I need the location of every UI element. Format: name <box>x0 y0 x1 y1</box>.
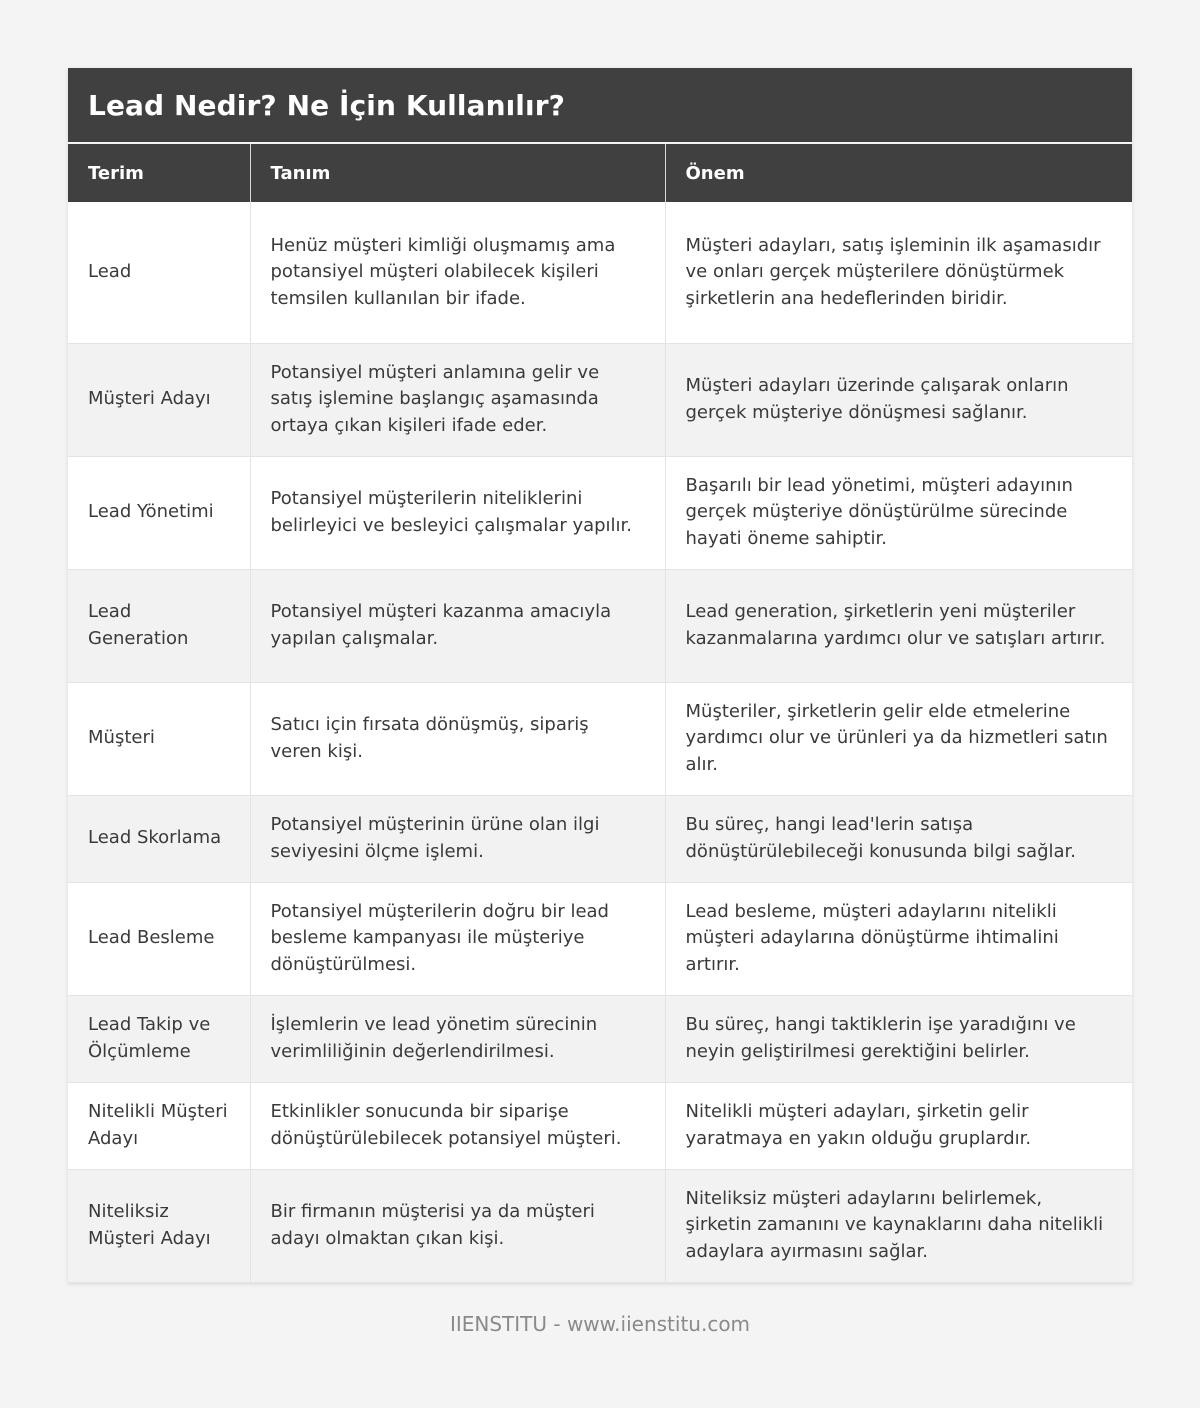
cell-definition: Henüz müşteri kimliği oluşmamış ama potansiyel müşteri olabilecek kişileri temsilen kullanılan bir ifade. <box>250 202 665 343</box>
page-title: Lead Nedir? Ne İçin Kullanılır? <box>88 88 565 122</box>
cell-term: Lead <box>68 202 250 343</box>
cell-importance: Müşteri adayları, satış işleminin ilk aşamasıdır ve onları gerçek müşterilere dönüştürmek şirketlerin ana hedeflerinden biridir. <box>665 202 1132 343</box>
cell-term: Müşteri <box>68 682 250 795</box>
column-header-importance: Önem <box>665 144 1132 202</box>
cell-term: Lead Skorlama <box>68 795 250 882</box>
column-header-term: Terim <box>68 144 250 202</box>
column-header-definition: Tanım <box>250 144 665 202</box>
cell-term: Niteliksiz Müşteri Adayı <box>68 1169 250 1282</box>
lead-table-card <box>68 68 1132 1283</box>
cell-definition: İşlemlerin ve lead yönetim sürecinin verimliliğinin değerlendirilmesi. <box>250 995 665 1082</box>
cell-term: Lead Generation <box>68 569 250 682</box>
cell-importance: Lead generation, şirketlerin yeni müşteriler kazanmalarına yardımcı olur ve satışları artırır. <box>665 569 1132 682</box>
cell-importance: Müşteri adayları üzerinde çalışarak onların gerçek müşteriye dönüşmesi sağlanır. <box>665 343 1132 456</box>
cell-importance: Başarılı bir lead yönetimi, müşteri adayının gerçek müşteriye dönüştürülme sürecinde hayati öneme sahiptir. <box>665 456 1132 569</box>
cell-definition: Potansiyel müşterilerin niteliklerini belirleyici ve besleyici çalışmalar yapılır. <box>250 456 665 569</box>
cell-term: Nitelikli Müşteri Adayı <box>68 1082 250 1169</box>
table-row <box>68 202 1132 343</box>
cell-definition: Potansiyel müşterinin ürüne olan ilgi seviyesini ölçme işlemi. <box>250 795 665 882</box>
cell-definition: Etkinlikler sonucunda bir siparişe dönüştürülebilecek potansiyel müşteri. <box>250 1082 665 1169</box>
table-row <box>68 882 1132 995</box>
cell-importance: Niteliksiz müşteri adaylarını belirlemek, şirketin zamanını ve kaynaklarını daha nitelikli adaylara ayırmasını sağlar. <box>665 1169 1132 1282</box>
table-row <box>68 682 1132 795</box>
table-row <box>68 569 1132 682</box>
cell-definition: Potansiyel müşteri anlamına gelir ve satış işlemine başlangıç aşamasında ortaya çıkan kişileri ifade eder. <box>250 343 665 456</box>
cell-term: Lead Besleme <box>68 882 250 995</box>
cell-importance: Bu süreç, hangi lead'lerin satışa dönüştürülebileceği konusunda bilgi sağlar. <box>665 795 1132 882</box>
table-row <box>68 343 1132 456</box>
table-row <box>68 1082 1132 1169</box>
footer-credit: IIENSTITU - www.iienstitu.com <box>449 1312 751 1336</box>
cell-definition: Bir firmanın müşterisi ya da müşteri adayı olmaktan çıkan kişi. <box>250 1169 665 1282</box>
cell-importance: Bu süreç, hangi taktiklerin işe yaradığını ve neyin geliştirilmesi gerektiğini belirler. <box>665 995 1132 1082</box>
table-row <box>68 995 1132 1082</box>
table-row <box>68 795 1132 882</box>
cell-definition: Potansiyel müşteri kazanma amacıyla yapılan çalışmalar. <box>250 569 665 682</box>
cell-term: Müşteri Adayı <box>68 343 250 456</box>
cell-definition: Potansiyel müşterilerin doğru bir lead besleme kampanyası ile müşteriye dönüştürülmesi. <box>250 882 665 995</box>
cell-importance: Lead besleme, müşteri adaylarını nitelikli müşteri adaylarına dönüştürme ihtimalini artırır. <box>665 882 1132 995</box>
cell-definition: Satıcı için fırsata dönüşmüş, sipariş veren kişi. <box>250 682 665 795</box>
cell-term: Lead Yönetimi <box>68 456 250 569</box>
lead-terms-table <box>68 144 1132 1283</box>
table-row <box>68 456 1132 569</box>
table-header-row <box>68 144 1132 202</box>
cell-importance: Müşteriler, şirketlerin gelir elde etmelerine yardımcı olur ve ürünleri ya da hizmetleri satın alır. <box>665 682 1132 795</box>
cell-term: Lead Takip ve Ölçümleme <box>68 995 250 1082</box>
cell-importance: Nitelikli müşteri adayları, şirketin gelir yaratmaya en yakın olduğu gruplardır. <box>665 1082 1132 1169</box>
table-row <box>68 1169 1132 1282</box>
title-bar <box>68 68 1132 144</box>
